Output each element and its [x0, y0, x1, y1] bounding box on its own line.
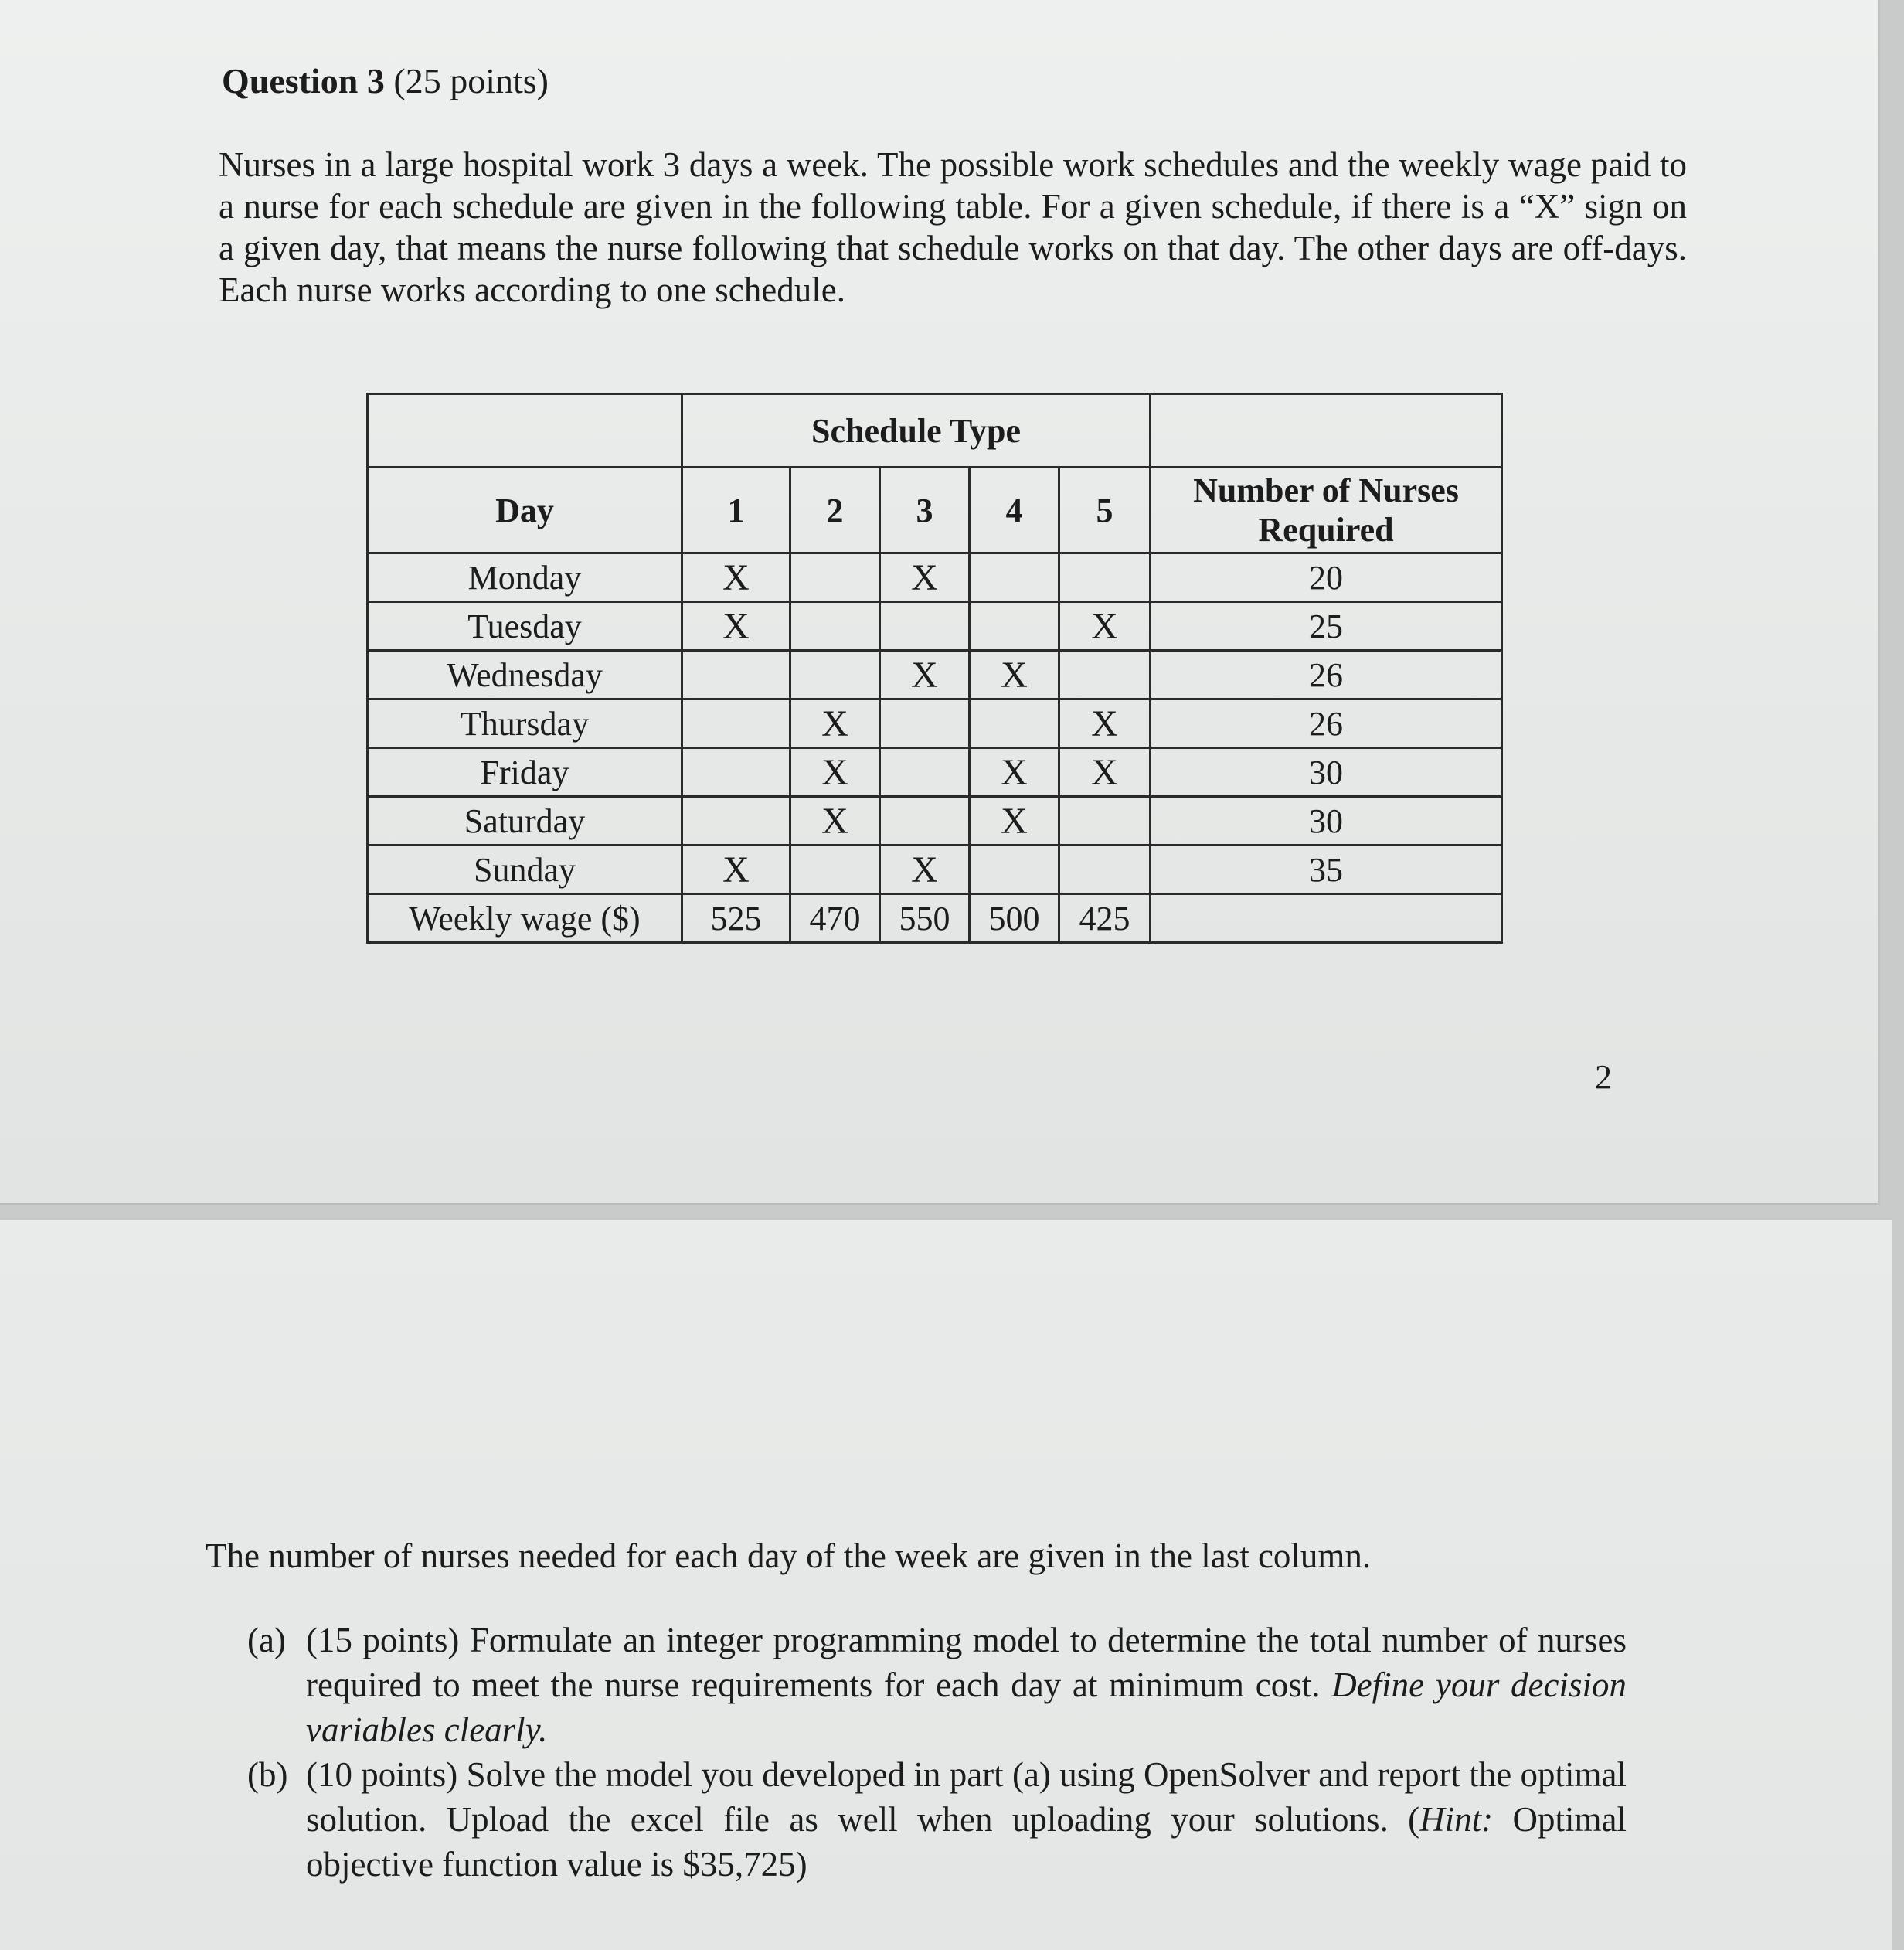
table-row: [368, 651, 1502, 699]
schedule-mark: X: [880, 651, 970, 699]
nurses-required-value: 30: [1151, 797, 1502, 846]
nurses-required-header: Number of Nurses Required: [1151, 468, 1502, 553]
schedule-number: 5: [1059, 468, 1151, 553]
wage-value: 525: [682, 894, 790, 943]
table-row: [368, 553, 1502, 602]
schedule-mark: X: [970, 748, 1059, 797]
table-row: [368, 846, 1502, 894]
schedule-mark: [880, 748, 970, 797]
part-b: [247, 1752, 1627, 1887]
schedule-mark: X: [682, 602, 790, 651]
part-b-text: (10 points) Solve the model you developed in part (a) using OpenSolver and report the optimal solution. Upload the excel file as well when uploading your solutions. (: [306, 1755, 1627, 1839]
schedule-number: 3: [880, 468, 970, 553]
wage-label: Weekly wage ($): [368, 894, 682, 943]
part-b-label: (b): [247, 1755, 288, 1794]
schedule-mark: X: [682, 846, 790, 894]
nurses-required-value: 26: [1151, 699, 1502, 748]
schedule-mark: [1059, 553, 1151, 602]
part-a: [247, 1618, 1627, 1752]
schedule-type-header: Schedule Type: [682, 394, 1151, 468]
table-header-row-2: [368, 468, 1502, 553]
schedule-mark: X: [1059, 748, 1151, 797]
table-row: [368, 699, 1502, 748]
schedule-mark: X: [970, 651, 1059, 699]
day-name: Saturday: [368, 797, 682, 846]
empty-corner-cell: [368, 394, 682, 468]
day-header: Day: [368, 468, 682, 553]
schedule-mark: [970, 553, 1059, 602]
day-name: Monday: [368, 553, 682, 602]
question-parts: [247, 1618, 1627, 1887]
schedule-mark: X: [1059, 602, 1151, 651]
schedule-mark: [1059, 797, 1151, 846]
schedule-mark: [682, 699, 790, 748]
nurses-required-value: 30: [1151, 748, 1502, 797]
table-row: [368, 602, 1502, 651]
schedule-mark: X: [970, 797, 1059, 846]
question-title: [222, 60, 549, 101]
empty-wage-cell: [1151, 894, 1502, 943]
schedule-mark: [1059, 651, 1151, 699]
schedule-mark: X: [790, 748, 880, 797]
day-name: Friday: [368, 748, 682, 797]
schedule-mark: [1059, 846, 1151, 894]
day-name: Tuesday: [368, 602, 682, 651]
table-row: [368, 748, 1502, 797]
wage-value: 500: [970, 894, 1059, 943]
page-number: 2: [1595, 1058, 1612, 1096]
schedule-mark: [880, 699, 970, 748]
schedule-mark: [790, 846, 880, 894]
day-name: Thursday: [368, 699, 682, 748]
nurses-required-value: 25: [1151, 602, 1502, 651]
schedule-mark: X: [1059, 699, 1151, 748]
nurses-required-value: 35: [1151, 846, 1502, 894]
schedule-mark: [682, 651, 790, 699]
schedule-mark: [790, 651, 880, 699]
intro-paragraph: Nurses in a large hospital work 3 days a week. The possible work schedules and the weekly wage paid to a nurse for each schedule are given in the following table. For a given schedule, if there is a “X” sign on a given day, that means the nurse following that schedule works on that day. The other days are off-days. Each nurse works according to one schedule.: [219, 145, 1687, 309]
schedule-mark: [970, 602, 1059, 651]
schedule-mark: [970, 699, 1059, 748]
schedule-mark: [790, 602, 880, 651]
table-row: [368, 797, 1502, 846]
schedule-table: [366, 393, 1503, 944]
part-b-tail: Optimal objective function value is $35,725): [306, 1800, 1627, 1884]
closing-sentence: The number of nurses needed for each day of the week are given in the last column.: [206, 1537, 1372, 1575]
schedule-mark: [880, 797, 970, 846]
schedule-number: 4: [970, 468, 1059, 553]
wage-row: [368, 894, 1502, 943]
schedule-mark: [682, 797, 790, 846]
wage-value: 425: [1059, 894, 1151, 943]
schedule-number: 2: [790, 468, 880, 553]
schedule-mark: [682, 748, 790, 797]
wage-value: 550: [880, 894, 970, 943]
nurses-required-value: 20: [1151, 553, 1502, 602]
part-b-hint: Hint:: [1420, 1800, 1494, 1839]
part-a-text: (15 points) Formulate an integer programming model to determine the total number of nurses required to meet the nurse requirements for each day at minimum cost.: [306, 1621, 1627, 1704]
schedule-mark: X: [880, 846, 970, 894]
wage-value: 470: [790, 894, 880, 943]
part-a-label: (a): [247, 1621, 286, 1659]
schedule-mark: [880, 602, 970, 651]
schedule-mark: [790, 553, 880, 602]
table-header-row-1: [368, 394, 1502, 468]
question-label: Question 3: [222, 61, 385, 100]
question-points: (25 points): [393, 61, 549, 100]
schedule-number: 1: [682, 468, 790, 553]
schedule-mark: X: [880, 553, 970, 602]
nurses-required-value: 26: [1151, 651, 1502, 699]
schedule-mark: X: [790, 699, 880, 748]
schedule-mark: [970, 846, 1059, 894]
page-bottom: [0, 1218, 1892, 1950]
empty-header-cell: [1151, 394, 1502, 468]
day-name: Sunday: [368, 846, 682, 894]
day-rows: [368, 553, 1502, 894]
part-a-italic: Define your decision variables clearly.: [306, 1666, 1627, 1749]
schedule-mark: X: [790, 797, 880, 846]
day-name: Wednesday: [368, 651, 682, 699]
schedule-mark: X: [682, 553, 790, 602]
